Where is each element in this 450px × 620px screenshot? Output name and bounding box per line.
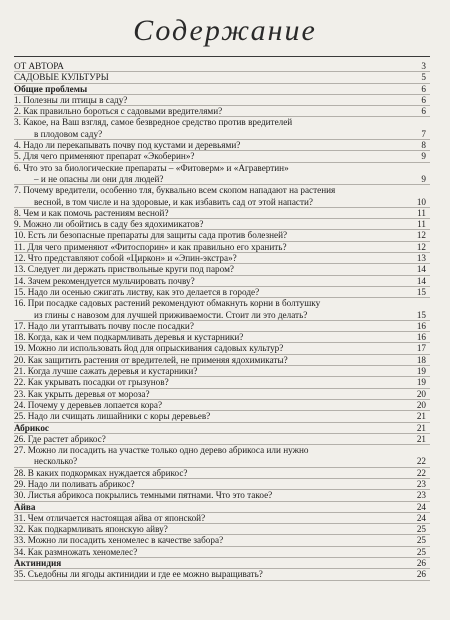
toc-page-number: 6 <box>421 106 426 117</box>
toc-entry[interactable] <box>14 479 430 490</box>
toc-section-heading[interactable] <box>14 84 430 95</box>
toc-entry[interactable] <box>14 230 430 241</box>
toc-page-number: 16 <box>416 332 426 343</box>
toc-entry-title: 16. При посадке садовых растений рекомендуют обмакнуть корни в болтушку <box>14 298 321 309</box>
toc-entry[interactable] <box>14 524 430 535</box>
toc-entry-title: 14. Зачем рекомендуется мульчировать почву? <box>14 275 195 286</box>
toc-entry[interactable] <box>14 298 430 321</box>
toc-entry-title: 17. Надо ли утаптывать почву после посадки? <box>14 320 194 331</box>
toc-entry-title-continued: из глины с навозом для лучшей приживаемости. Стоит ли это делать? <box>34 309 308 320</box>
toc-entry[interactable] <box>14 389 430 400</box>
toc-entry-text <box>14 445 404 468</box>
toc-page-number: 9 <box>421 173 426 184</box>
toc-entry[interactable] <box>14 411 430 422</box>
toc-page-number: 22 <box>416 467 426 478</box>
toc-entry[interactable] <box>14 377 430 388</box>
toc-entry-title: 19. Можно ли использовать йод для опрыскивания садовых культур? <box>14 343 284 354</box>
toc-entry-title: 29. Надо ли поливать абрикос? <box>14 478 135 489</box>
toc-page-number: 23 <box>416 490 426 501</box>
toc-entry-title: Абрикос <box>14 422 50 433</box>
toc-list <box>14 61 430 581</box>
toc-page-number: 26 <box>416 558 426 569</box>
toc-entry[interactable] <box>14 163 430 186</box>
toc-entry-title: Актинидия <box>14 558 62 569</box>
toc-entry-title-continued: весной, в том числе и на здоровые, и как избавить сад от этой напасти? <box>34 196 313 207</box>
toc-entry-title: 31. Чем отличается настоящая айва от японской? <box>14 512 206 523</box>
toc-entry[interactable] <box>14 569 430 580</box>
toc-entry[interactable] <box>14 321 430 332</box>
toc-entry-title: 4. Надо ли перекапывать почву под кустами и деревьями? <box>14 140 241 151</box>
toc-entry-title: 26. Где растет абрикос? <box>14 433 106 444</box>
toc-entry[interactable] <box>14 264 430 275</box>
toc-entry-title: 32. Как подкармливать японскую айву? <box>14 524 168 535</box>
toc-entry-title-continued: в плодовом саду? <box>34 128 103 139</box>
toc-entry-title: 25. Надо ли счищать лишайники с коры деревьев? <box>14 411 211 422</box>
toc-entry-title: 22. Как укрывать посадки от грызунов? <box>14 377 169 388</box>
toc-entry[interactable] <box>14 117 430 140</box>
toc-entry-title: 24. Почему у деревьев лопается кора? <box>14 399 163 410</box>
toc-page-number: 12 <box>416 241 426 252</box>
toc-entry[interactable] <box>14 276 430 287</box>
toc-entry[interactable] <box>14 366 430 377</box>
toc-entry-title: Айва <box>14 501 36 512</box>
toc-page-number: 19 <box>416 377 426 388</box>
toc-entry-title: 9. Можно ли обойтись в саду без ядохимикатов? <box>14 219 204 230</box>
toc-entry[interactable] <box>14 185 430 208</box>
toc-entry-title: 20. Как защитить растения от вредителей, не применяя ядохимикаты? <box>14 354 288 365</box>
toc-page-number: 21 <box>416 433 426 444</box>
toc-row-divider <box>14 580 430 581</box>
toc-section-heading[interactable] <box>14 558 430 569</box>
toc-page-number: 15 <box>416 309 426 320</box>
toc-entry[interactable] <box>14 490 430 501</box>
toc-entry-text <box>14 185 404 208</box>
toc-entry[interactable] <box>14 547 430 558</box>
toc-entry[interactable] <box>14 140 430 151</box>
toc-entry-title: 6. Что это за биологические препараты – «Фитоверм» и «Агравертин» <box>14 162 289 173</box>
toc-page-number: 14 <box>416 275 426 286</box>
toc-entry-title: САДОВЫЕ КУЛЬТУРЫ <box>14 72 109 83</box>
toc-page-number: 10 <box>416 196 426 207</box>
toc-entry[interactable] <box>14 106 430 117</box>
toc-page-number: 9 <box>421 151 426 162</box>
toc-entry[interactable] <box>14 287 430 298</box>
toc-entry[interactable] <box>14 253 430 264</box>
toc-entry-title: 23. Как укрыть деревья от мороза? <box>14 388 150 399</box>
toc-entry-title: 2. Как правильно бороться с садовыми вредителями? <box>14 106 223 117</box>
toc-page-number: 25 <box>416 535 426 546</box>
toc-entry[interactable] <box>14 242 430 253</box>
toc-page-number: 20 <box>416 399 426 410</box>
toc-entry-title-continued: – и не опасны ли они для людей? <box>34 173 164 184</box>
toc-entry-title: 28. В каких подкормках нуждается абрикос? <box>14 467 188 478</box>
toc-entry-text <box>14 117 404 140</box>
toc-entry[interactable] <box>14 208 430 219</box>
toc-page-number: 24 <box>416 512 426 523</box>
toc-page-number: 11 <box>417 219 426 230</box>
toc-page-number: 19 <box>416 366 426 377</box>
toc-entry[interactable] <box>14 219 430 230</box>
toc-page-number: 23 <box>416 478 426 489</box>
toc-entry-title: 3. Какое, на Ваш взгляд, самое безвредное средство против вредителей <box>14 117 293 128</box>
toc-page-number: 18 <box>416 354 426 365</box>
toc-entry-title: 15. Надо ли осенью сжигать листву, как это делается в городе? <box>14 286 260 297</box>
toc-page-number: 16 <box>416 320 426 331</box>
toc-entry-title: Общие проблемы <box>14 83 88 94</box>
toc-page-number: 20 <box>416 388 426 399</box>
toc-page-number: 26 <box>416 569 426 580</box>
title-rule <box>14 56 430 57</box>
toc-section-heading[interactable] <box>14 502 430 513</box>
page-title: Содержание <box>133 14 317 47</box>
toc-page-number: 5 <box>421 72 426 83</box>
toc-entry-title: 30. Листья абрикоса покрылись темными пятнами. Что это такое? <box>14 490 273 501</box>
toc-entry[interactable] <box>14 332 430 343</box>
toc-entry-title: 13. Следует ли держать приствольные круги под паром? <box>14 264 234 275</box>
toc-page-number: 21 <box>416 422 426 433</box>
toc-entry-title: 33. Можно ли посадить хеномелес в качестве забора? <box>14 535 224 546</box>
toc-page-number: 3 <box>421 61 426 71</box>
toc-entry-title: 1. Полезны ли птицы в саду? <box>14 94 128 105</box>
toc-entry[interactable] <box>14 72 430 83</box>
toc-entry-text <box>14 298 404 321</box>
toc-page-number: 6 <box>421 83 426 94</box>
toc-page-number: 6 <box>421 94 426 105</box>
toc-entry-title: 35. Съедобны ли ягоды актинидии и где ее можно выращивать? <box>14 569 263 580</box>
toc-entry-title: 11. Для чего применяют «Фитоспорин» и как правильно его хранить? <box>14 241 287 252</box>
toc-page-number: 25 <box>416 524 426 535</box>
toc-entry[interactable] <box>14 95 430 106</box>
toc-entry-title: 7. Почему вредители, особенно тля, буквально всем скопом нападают на растения <box>14 185 336 196</box>
toc-page-number: 22 <box>416 456 426 467</box>
toc-entry[interactable] <box>14 468 430 479</box>
toc-page-number: 24 <box>416 501 426 512</box>
toc-entry[interactable] <box>14 355 430 366</box>
toc-entry-title: ОТ АВТОРА <box>14 61 64 71</box>
toc-entry[interactable] <box>14 445 430 468</box>
toc-page-number: 11 <box>417 207 426 218</box>
toc-entry-title: 12. Что представляют собой «Циркон» и «Эпин-экстра»? <box>14 253 237 264</box>
toc-page-number: 15 <box>416 286 426 297</box>
toc-entry-title: 27. Можно ли посадить на участке только одно дерево абрикоса или нужно <box>14 445 309 456</box>
toc-page-number: 17 <box>416 343 426 354</box>
toc-entry[interactable] <box>14 434 430 445</box>
toc-page-number: 21 <box>416 411 426 422</box>
toc-entry[interactable] <box>14 61 430 72</box>
toc-page-number: 12 <box>416 230 426 241</box>
toc-entry-title: 18. Когда, как и чем подкармливать деревья и кустарники? <box>14 332 244 343</box>
toc-page-number: 13 <box>416 253 426 264</box>
toc-entry[interactable] <box>14 400 430 411</box>
toc-entry[interactable] <box>14 343 430 354</box>
toc-entry-title-continued: несколько? <box>34 456 78 467</box>
toc-entry-title: 10. Есть ли безопасные препараты для защиты сада против болезней? <box>14 230 288 241</box>
toc-page-number: 25 <box>416 546 426 557</box>
toc-page-number: 7 <box>421 128 426 139</box>
toc-entry[interactable] <box>14 535 430 546</box>
toc-entry-title: 21. Когда лучше сажать деревья и кустарники? <box>14 366 198 377</box>
toc-entry-title: 5. Для чего применяют препарат «Экоберин»? <box>14 151 195 162</box>
toc-page-number: 14 <box>416 264 426 275</box>
toc-entry[interactable] <box>14 513 430 524</box>
toc-page-number: 8 <box>421 140 426 151</box>
toc-entry-text <box>14 163 404 186</box>
toc-entry-title: 8. Чем и как помочь растениям весной? <box>14 207 169 218</box>
toc-section-heading[interactable] <box>14 423 430 434</box>
toc-entry-title: 34. Как размножать хеномелес? <box>14 546 138 557</box>
toc-entry[interactable] <box>14 151 430 162</box>
